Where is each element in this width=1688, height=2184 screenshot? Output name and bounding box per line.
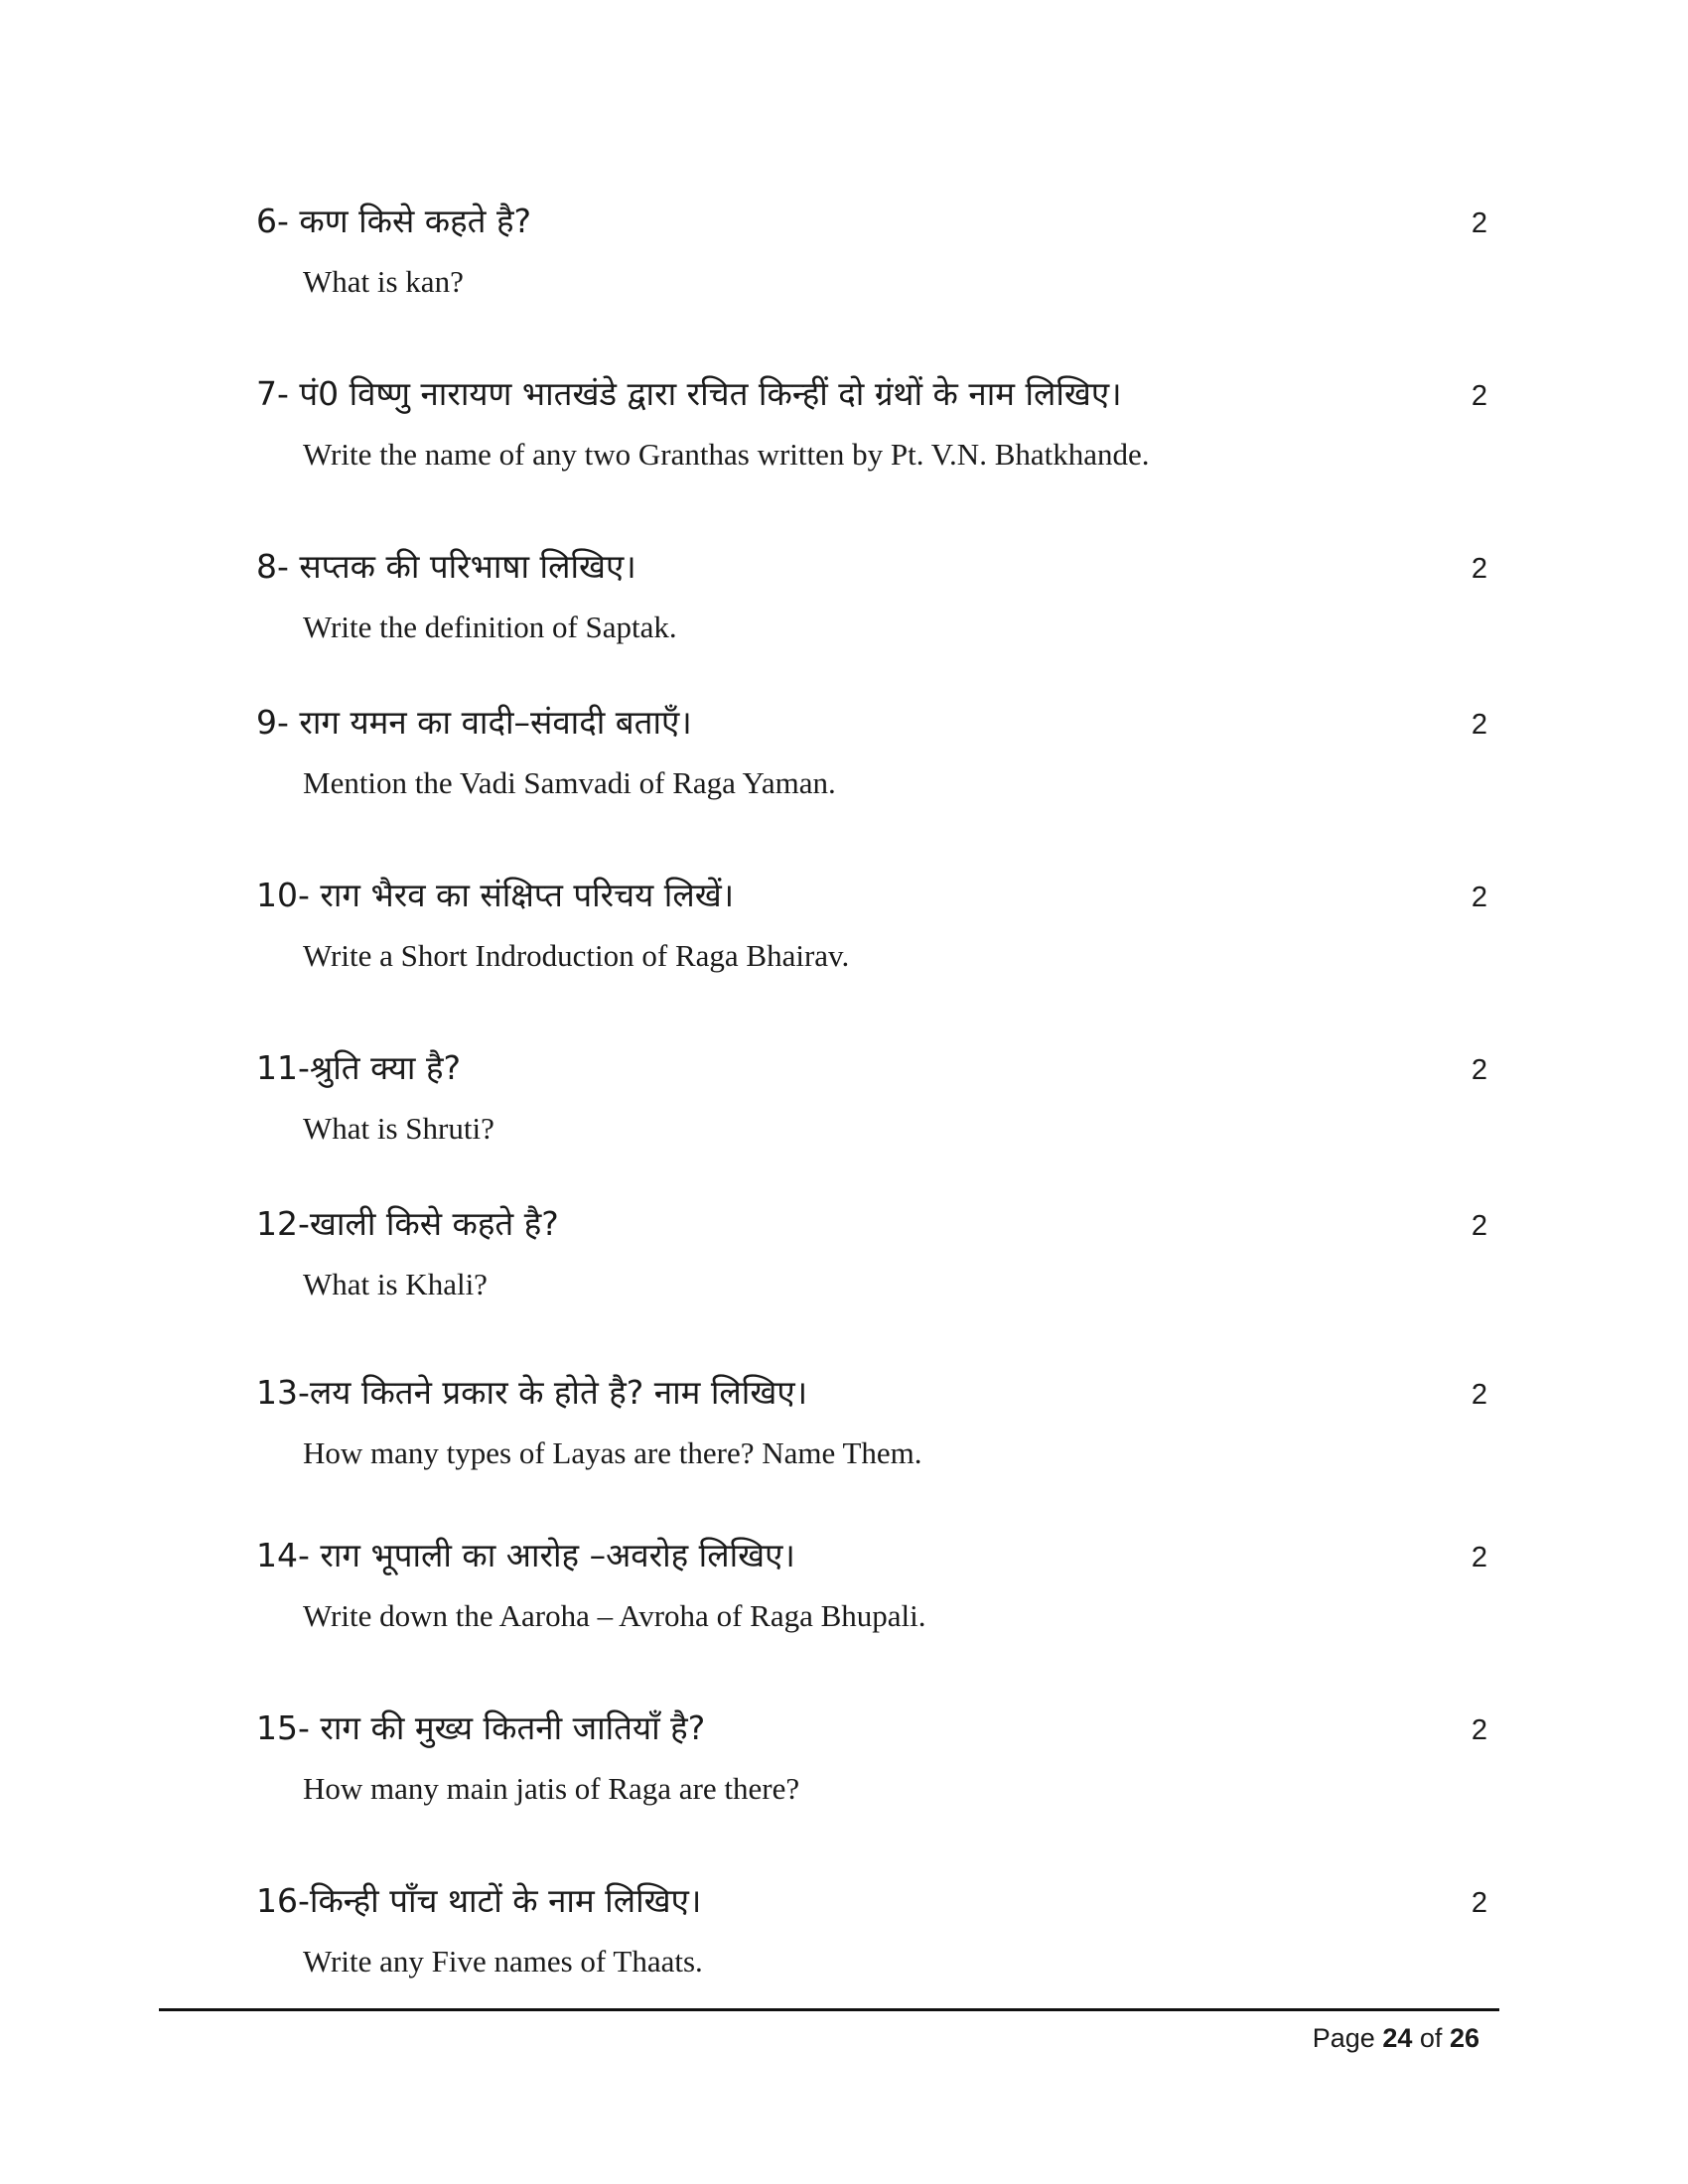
question-marks: 2 — [1471, 1054, 1488, 1086]
of-label: of — [1419, 2023, 1443, 2053]
question-marks: 2 — [1471, 882, 1488, 913]
question-hindi: 11-श्रुति क्या है? — [256, 1048, 461, 1087]
question-english: How many main jatis of Raga are there? — [303, 1771, 800, 1806]
question-item — [0, 1879, 1688, 1998]
question-hindi: 14- राग भूपाली का आरोह –अवरोह लिखिए। — [256, 1536, 795, 1574]
question-english: Write a Short Indroduction of Raga Bhairav. — [303, 938, 850, 973]
question-item — [0, 1371, 1688, 1490]
question-item — [0, 1534, 1688, 1653]
question-hindi: 16-किन्ही पाँच थाटों के नाम लिखिए। — [256, 1881, 702, 1920]
question-english: How many types of Layas are there? Name Them. — [303, 1435, 922, 1470]
question-hindi: 7- पं0 विष्णु नारायण भातखंडे द्वारा रचित किन्हीं दो ग्रंथों के नाम लिखिए। — [256, 374, 1122, 413]
question-hindi: 10- राग भैरव का संक्षिप्त परिचय लिखें। — [256, 876, 735, 914]
question-item — [0, 372, 1688, 491]
footer-divider — [159, 2008, 1499, 2011]
question-hindi: 15- राग की मुख्य कितनी जातियाँ है? — [256, 1708, 706, 1747]
page-number: 24 — [1382, 2023, 1413, 2053]
question-english: Write the definition of Saptak. — [303, 610, 677, 644]
question-english: What is Shruti? — [303, 1111, 494, 1146]
question-item — [0, 1202, 1688, 1321]
question-english: Mention the Vadi Samvadi of Raga Yaman. — [303, 765, 836, 800]
question-hindi: 8- सप्तक की परिभाषा लिखिए। — [256, 547, 636, 586]
question-marks: 2 — [1471, 207, 1488, 239]
question-hindi: 6- कण किसे कहते है? — [256, 202, 531, 240]
question-marks: 2 — [1471, 1542, 1488, 1573]
question-hindi: 12-खाली किसे कहते है? — [256, 1204, 559, 1243]
question-marks: 2 — [1471, 553, 1488, 585]
question-english: Write down the Aaroha – Avroha of Raga Bhupali. — [303, 1598, 926, 1633]
question-item — [0, 1706, 1688, 1826]
question-english: Write any Five names of Thaats. — [303, 1944, 703, 1979]
question-hindi: 13-लय कितने प्रकार के होते है? नाम लिखिए। — [256, 1373, 808, 1412]
question-marks: 2 — [1471, 709, 1488, 741]
page-label: Page — [1312, 2023, 1375, 2053]
question-item — [0, 545, 1688, 664]
question-marks: 2 — [1471, 1379, 1488, 1411]
question-item — [0, 200, 1688, 319]
question-english: Write the name of any two Granthas written by Pt. V.N. Bhatkhande. — [303, 437, 1150, 472]
question-english: What is Khali? — [303, 1267, 488, 1301]
question-marks: 2 — [1471, 1714, 1488, 1746]
question-marks: 2 — [1471, 1887, 1488, 1919]
page-footer — [1192, 2018, 1479, 2058]
question-item — [0, 1046, 1688, 1165]
total-pages: 26 — [1449, 2023, 1479, 2053]
question-marks: 2 — [1471, 1210, 1488, 1242]
question-item — [0, 874, 1688, 993]
question-item — [0, 701, 1688, 820]
question-hindi: 9- राग यमन का वादी–संवादी बताएँ। — [256, 703, 692, 742]
question-english: What is kan? — [303, 264, 464, 299]
question-marks: 2 — [1471, 380, 1488, 412]
